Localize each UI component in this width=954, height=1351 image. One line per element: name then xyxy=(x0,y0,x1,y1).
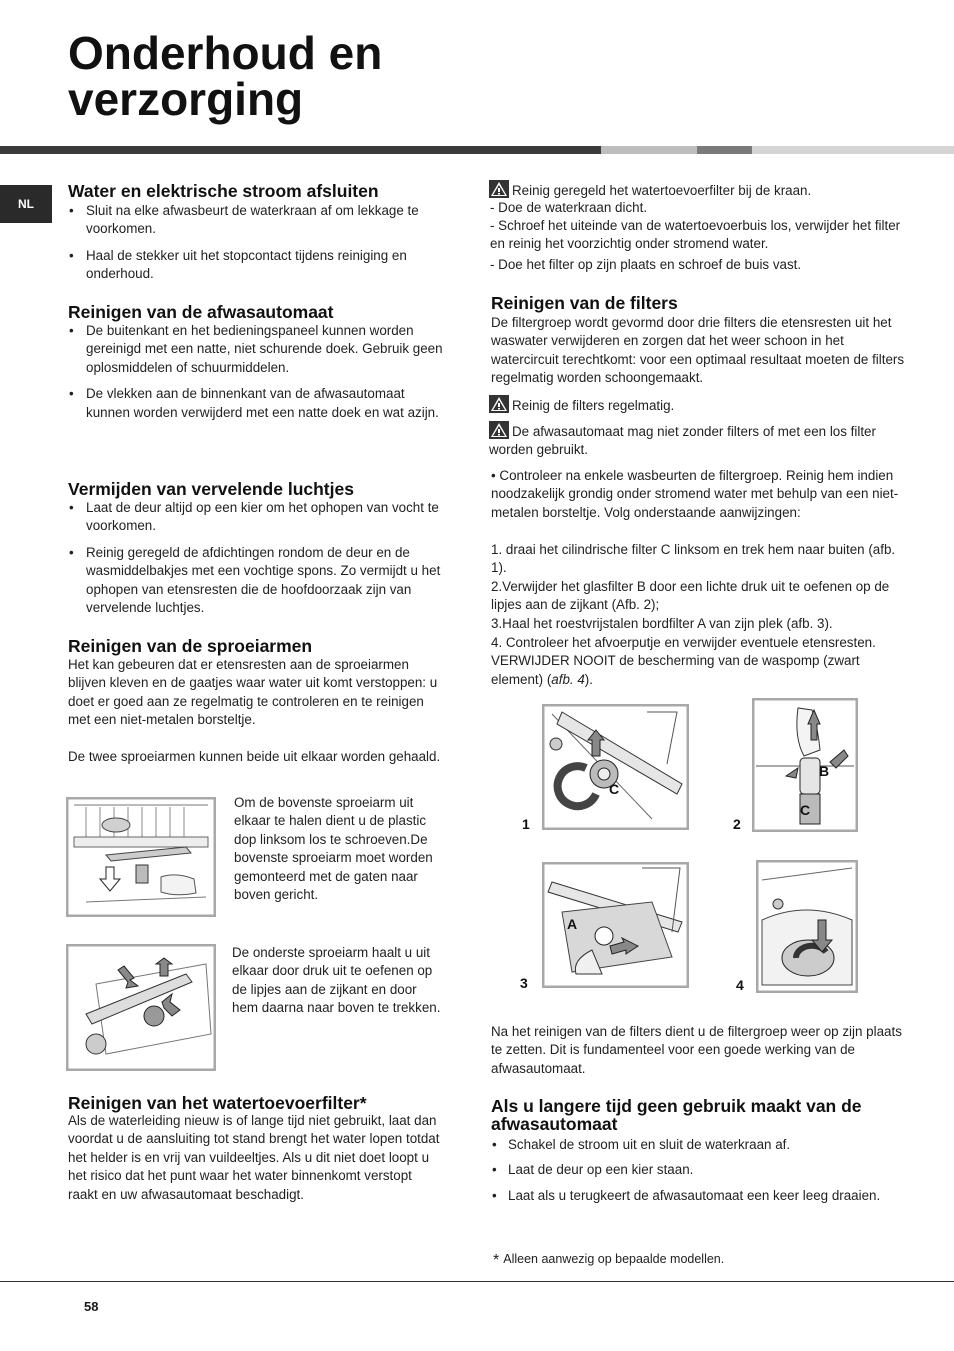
figure-letter-c-1: C xyxy=(609,781,620,797)
list-water-stroom xyxy=(68,202,448,291)
list-item: • Laat de deur altijd op een kier om het ophopen van vocht te voorkomen. xyxy=(68,499,448,536)
figure-upper-spray-arm xyxy=(66,797,216,917)
warning-watertoevoerfilter xyxy=(489,180,909,200)
filters-step-2: 2.Verwijder het glasfilter B door een lichte druk uit te oefenen op de lipjes aan de zijkant (Afb. 2); xyxy=(491,579,890,613)
figure-filter-1 xyxy=(542,704,689,830)
list-item: • Haal de stekker uit het stopcontact tijdens reiniging en onderhoud. xyxy=(68,247,448,284)
warning-geen-filters xyxy=(489,421,909,460)
heading-watertoevoerfilter: Reinigen van het watertoevoerfilter* xyxy=(68,1093,367,1113)
figure-number-2: 2 xyxy=(733,816,741,832)
caption-upper-spray-arm: Om de bovenste sproeiarm uit elkaar te halen dient u de plastic dop linksom los te schroeven.De bovenste sproeiarm moet worden gemonteerd met de gaten naar boven gericht. xyxy=(234,795,433,903)
list-item: • Reinig geregeld de afdichtingen rondom de deur en de wasmiddelbakjes met een vochtige spons. Zo vermijdt u het ophopen van etensresten die de hoofdoorzaak zijn van vervelende luchtjes. xyxy=(68,544,448,618)
footnote xyxy=(493,1252,724,1270)
filters-step-3: 3.Haal het roestvrijstalen bordfilter A van zijn plek (afb. 3). xyxy=(491,616,833,631)
figure-filter-4 xyxy=(756,860,858,993)
warning-icon xyxy=(489,421,509,439)
filters-paragraph: De filtergroep wordt gevormd door drie filters die etensresten uit het waswater verwijderen en zorgen dat het weer schoon in het watercircuit terechtkomt: voor een optimaal resultaat moeten de filters regelmatig worden schoongemaakt. xyxy=(491,315,905,386)
heading-reinigen-afwasautomaat: Reinigen van de afwasautomaat xyxy=(68,302,334,322)
warning-icon xyxy=(489,180,509,198)
heading-sproeiarmen: Reinigen van de sproeiarmen xyxy=(68,636,313,656)
caption-lower-spray-arm: De onderste sproeiarm haalt u uit elkaar door druk uit te oefenen op de lipjes aan de zijkant en door hem daarna naar boven te trekken. xyxy=(232,945,441,1016)
footnote-star: * xyxy=(493,1252,500,1269)
page-title: Onderhoud en verzorging xyxy=(68,27,383,125)
filters-step-4-ref: afb. 4 xyxy=(551,671,585,687)
watertoevoerfilter-paragraph: Als de waterleiding nieuw is of lange tijd niet gebruikt, laat dan voordat u de aansluiting tot stand brengt het water lopen totdat het helder is en vrij van vuildeeltjes. Als u dit niet doet loopt u het risico dat het punt waar het water binnenkomt verstopt raakt en uw afwasautomaat beschadigt. xyxy=(68,1113,440,1202)
filters-step-4-end: ). xyxy=(584,671,593,687)
header-bar-dark2 xyxy=(697,146,752,154)
figure-lower-spray-arm xyxy=(66,944,216,1071)
step-3: - Doe het filter op zijn plaats en schroef de buis vast. xyxy=(490,257,802,272)
filters-after: Na het reinigen van de filters dient u de filtergroep weer op zijn plaats te zetten. Dit is fundamenteel voor een goede werking van de afwasautomaat. xyxy=(491,1024,902,1076)
filters-step-4 xyxy=(491,634,911,689)
figure-number-3: 3 xyxy=(520,975,528,991)
footer-rule xyxy=(0,1281,954,1282)
figure-number-1: 1 xyxy=(522,816,530,832)
sproeiarmen-paragraph-2: De twee sproeiarmen kunnen beide uit elkaar worden gehaald. xyxy=(68,749,441,764)
warning-text: Reinig de filters regelmatig. xyxy=(512,398,675,413)
figure-letter-c-2: C xyxy=(800,802,811,818)
sproeiarmen-paragraph-1: Het kan gebeuren dat er etensresten aan de sproeiarmen blijven kleven en de gaatjes waar water uit komt verstoppen: u doet er goed aan ze regelmatig te controleren en te reinigen met een niet-metalen borsteltje. xyxy=(68,657,438,728)
step-1: - Doe de waterkraan dicht. xyxy=(490,200,648,215)
heading-water-stroom: Water en elektrische stroom afsluiten xyxy=(68,181,379,201)
list-langere-tijd xyxy=(491,1136,891,1212)
list-item: • Sluit na elke afwasbeurt de waterkraan af om lekkage te voorkomen. xyxy=(68,202,448,239)
warning-filters-regelmatig xyxy=(489,395,909,415)
list-item: • Laat de deur op een kier staan. xyxy=(491,1161,891,1179)
heading-reinigen-filters: Reinigen van de filters xyxy=(491,293,678,313)
list-luchtjes xyxy=(68,499,448,624)
heading-langere-tijd: Als u langere tijd geen gebruik maakt van de afwasautomaat xyxy=(491,1096,862,1134)
list-item: • De buitenkant en het bedieningspaneel kunnen worden gereinigd met een natte, niet schurende doek. Gebruik geen oplosmiddelen of schuurmiddelen. xyxy=(68,322,448,377)
filters-step-1: 1. draai het cilindrische filter C linksom en trek hem naar buiten (afb. 1). xyxy=(491,542,896,576)
language-tab: NL xyxy=(0,185,52,223)
header-bar-dark xyxy=(0,146,601,154)
figure-letter-a: A xyxy=(567,916,578,932)
page-number: 58 xyxy=(84,1299,99,1314)
list-item: • Schakel de stroom uit en sluit de waterkraan af. xyxy=(491,1136,891,1154)
list-item: • Laat als u terugkeert de afwasautomaat een keer leeg draaien. xyxy=(491,1187,891,1205)
list-item: • De vlekken aan de binnenkant van de afwasautomaat kunnen worden verwijderd met een natte doek en wat azijn. xyxy=(68,385,448,422)
warning-text: Reinig geregeld het watertoevoerfilter bij de kraan. xyxy=(512,183,812,198)
header-bar-mid xyxy=(601,146,697,154)
warning-text: De afwasautomaat mag niet zonder filters of met een los filter worden gebruikt. xyxy=(489,424,876,458)
figure-number-4: 4 xyxy=(736,977,744,993)
header-bar-light xyxy=(752,146,954,154)
heading-luchtjes: Vermijden van vervelende luchtjes xyxy=(68,479,354,499)
figure-letter-b: B xyxy=(819,763,830,779)
filters-step-4-text: 4. Controleer het afvoerputje en verwijder eventuele etensresten. VERWIJDER NOOIT de bescherming van de waspomp (zwart element) ( xyxy=(491,635,876,687)
list-reinigen-afwasautomaat xyxy=(68,322,448,429)
footnote-text: Alleen aanwezig op bepaalde modellen. xyxy=(503,1252,725,1266)
warning-icon xyxy=(489,395,509,413)
step-2: - Schroef het uiteinde van de watertoevoerbuis los, verwijder het filter en reinig het voorzichtig onder stromend water. xyxy=(490,218,901,252)
figure-filter-3 xyxy=(542,862,689,988)
filters-check: • Controleer na enkele wasbeurten de filtergroep. Reinig hem indien noodzakelijk grondig onder stromend water met behulp van een niet-metalen borsteltje. Volg onderstaande aanwijzingen: xyxy=(491,468,899,520)
